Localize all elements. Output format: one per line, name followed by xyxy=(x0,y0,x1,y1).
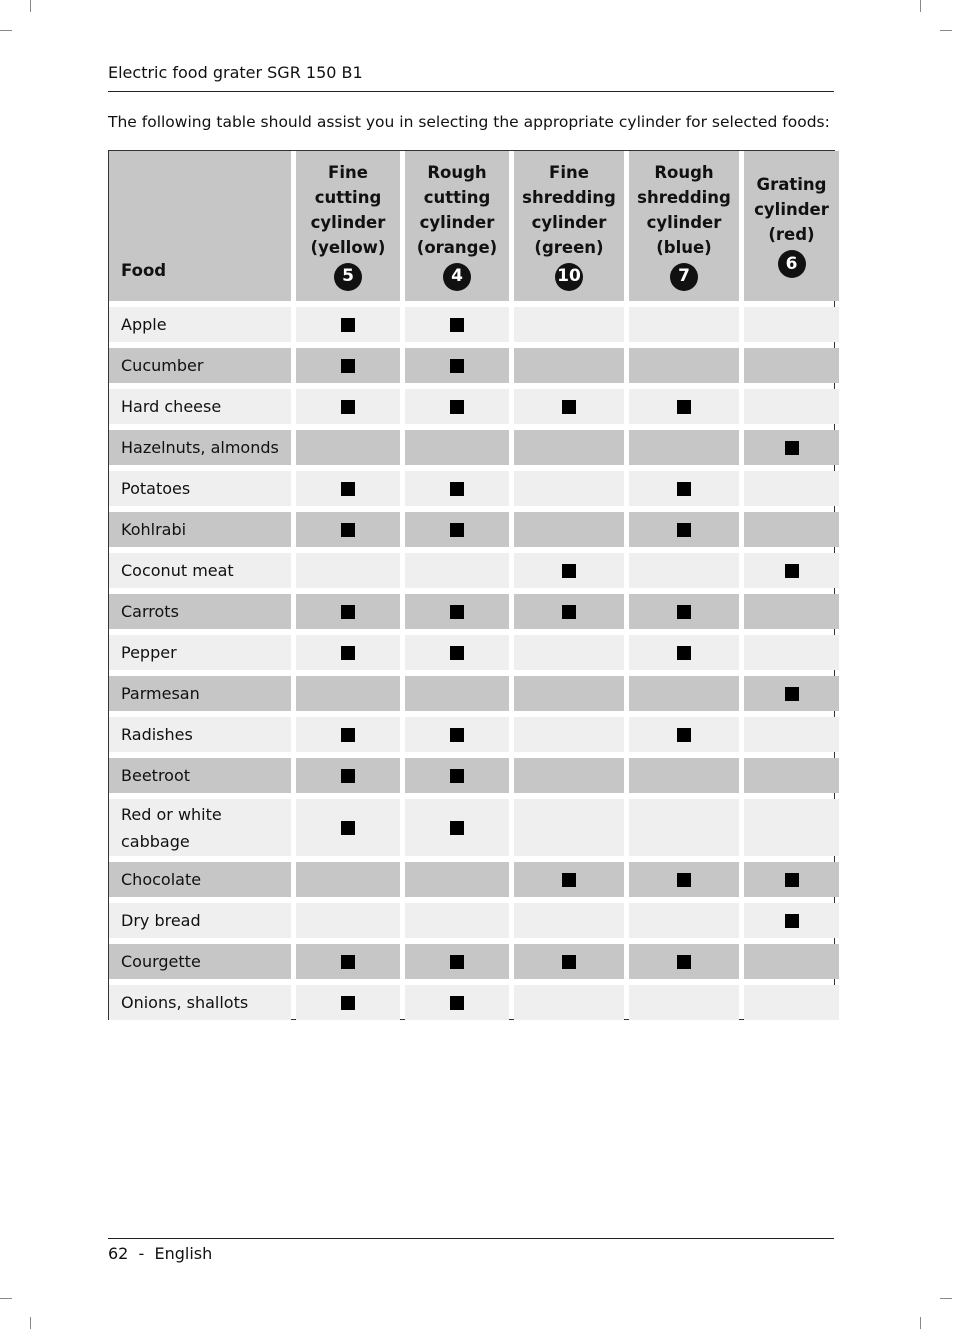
table-cell xyxy=(629,348,739,383)
table-cell xyxy=(514,717,624,752)
table-cell xyxy=(744,944,839,979)
cylinder-name xyxy=(417,160,497,260)
suitable-mark-icon xyxy=(450,769,464,783)
suitable-mark-icon xyxy=(677,728,691,742)
table-cell xyxy=(629,553,739,588)
cylinder-number-badge: 4 xyxy=(443,263,471,291)
suitable-mark-icon xyxy=(341,359,355,373)
food-name-cell: Beetroot xyxy=(109,758,291,793)
suitable-mark-icon xyxy=(341,400,355,414)
suitable-mark-icon xyxy=(785,687,799,701)
table-cell xyxy=(405,985,509,1020)
cylinder-name xyxy=(311,160,386,260)
table-cell xyxy=(629,758,739,793)
crop-mark xyxy=(940,30,952,31)
suitable-mark-icon xyxy=(450,955,464,969)
table-cell xyxy=(514,758,624,793)
header-divider xyxy=(108,91,834,92)
table-cell xyxy=(744,471,839,506)
cylinder-number-badge: 6 xyxy=(778,250,806,278)
cylinder-name-line: Rough xyxy=(654,162,714,182)
food-name-cell: Pepper xyxy=(109,635,291,670)
table-cell xyxy=(296,471,400,506)
suitable-mark-icon xyxy=(341,605,355,619)
cylinder-name-line: Rough xyxy=(427,162,487,182)
suitable-mark-icon xyxy=(677,605,691,619)
cylinder-name-line: cylinder xyxy=(531,212,607,232)
suitable-mark-icon xyxy=(341,646,355,660)
table-cell xyxy=(629,717,739,752)
food-name-cell: Chocolate xyxy=(109,862,291,897)
intro-text: The following table should assist you in selecting the appropriate cylinder for selected foods: xyxy=(108,113,830,131)
cylinder-name xyxy=(637,160,731,260)
suitable-mark-icon xyxy=(450,359,464,373)
table-cell xyxy=(296,430,400,465)
footer-separator: - xyxy=(138,1244,145,1263)
cylinder-name-line: cutting xyxy=(423,187,491,207)
table-cell xyxy=(629,512,739,547)
table-cell xyxy=(514,635,624,670)
table-cell xyxy=(296,676,400,711)
table-cell xyxy=(296,862,400,897)
table-cell xyxy=(296,758,400,793)
table-cell xyxy=(744,430,839,465)
page-number: 62 xyxy=(108,1244,129,1263)
table-cell xyxy=(514,430,624,465)
table-cell xyxy=(744,758,839,793)
table-cell xyxy=(629,944,739,979)
cylinder-column-header xyxy=(629,151,739,301)
cylinder-name-line: (orange) xyxy=(416,237,498,257)
cylinder-name-line: (green) xyxy=(534,237,604,257)
suitable-mark-icon xyxy=(450,523,464,537)
suitable-mark-icon xyxy=(450,996,464,1010)
suitable-mark-icon xyxy=(341,523,355,537)
table-cell xyxy=(296,717,400,752)
crop-mark xyxy=(30,1317,31,1329)
table-cell xyxy=(744,348,839,383)
food-column-header: Food xyxy=(109,151,291,301)
food-name-cell: Onions, shallots xyxy=(109,985,291,1020)
suitable-mark-icon xyxy=(785,873,799,887)
table-cell xyxy=(296,594,400,629)
table-cell xyxy=(629,635,739,670)
table-cell xyxy=(405,348,509,383)
table-cell xyxy=(744,389,839,424)
suitable-mark-icon xyxy=(450,728,464,742)
table-cell xyxy=(744,717,839,752)
cylinder-column-header xyxy=(405,151,509,301)
table-cell xyxy=(405,594,509,629)
footer-divider xyxy=(108,1238,834,1239)
food-name-cell: Dry bread xyxy=(109,903,291,938)
crop-mark xyxy=(0,30,12,31)
table-cell xyxy=(514,553,624,588)
suitable-mark-icon xyxy=(562,400,576,414)
food-name-cell: Potatoes xyxy=(109,471,291,506)
table-cell xyxy=(744,799,839,856)
table-cell xyxy=(514,799,624,856)
table-cell xyxy=(744,307,839,342)
food-name-cell: Radishes xyxy=(109,717,291,752)
table-cell xyxy=(744,512,839,547)
suitable-mark-icon xyxy=(450,318,464,332)
suitable-mark-icon xyxy=(785,441,799,455)
table-cell xyxy=(629,985,739,1020)
cylinder-name xyxy=(754,172,829,247)
suitable-mark-icon xyxy=(785,564,799,578)
suitable-mark-icon xyxy=(341,821,355,835)
table-cell xyxy=(296,389,400,424)
table-cell xyxy=(514,307,624,342)
table-cell xyxy=(744,862,839,897)
suitable-mark-icon xyxy=(562,605,576,619)
cylinder-number-badge: 5 xyxy=(334,263,362,291)
cylinder-number-badge: 10 xyxy=(555,263,583,291)
table-cell xyxy=(296,512,400,547)
table-cell xyxy=(629,903,739,938)
suitable-mark-icon xyxy=(677,482,691,496)
table-cell xyxy=(744,553,839,588)
page-header-title: Electric food grater SGR 150 B1 xyxy=(108,63,363,82)
table-cell xyxy=(405,717,509,752)
crop-mark xyxy=(920,1317,921,1329)
page-footer xyxy=(108,1244,212,1264)
food-name-cell: Hard cheese xyxy=(109,389,291,424)
table-cell xyxy=(629,594,739,629)
table-cell xyxy=(296,553,400,588)
table-cell xyxy=(514,594,624,629)
suitable-mark-icon xyxy=(450,821,464,835)
table-cell xyxy=(744,676,839,711)
cylinder-name-line: (yellow) xyxy=(310,237,386,257)
cylinder-number-badge: 7 xyxy=(670,263,698,291)
cylinder-name-line: cylinder xyxy=(646,212,722,232)
crop-mark xyxy=(30,0,31,12)
suitable-mark-icon xyxy=(341,318,355,332)
table-cell xyxy=(629,430,739,465)
table-cell xyxy=(629,862,739,897)
suitable-mark-icon xyxy=(341,955,355,969)
cylinder-name-line: Grating xyxy=(756,175,827,194)
table-cell xyxy=(296,348,400,383)
food-name-cell: Red or white cabbage xyxy=(109,799,291,856)
table-cell xyxy=(744,903,839,938)
suitable-mark-icon xyxy=(677,955,691,969)
cylinder-name-line: (blue) xyxy=(656,237,712,257)
table-cell xyxy=(296,903,400,938)
suitable-mark-icon xyxy=(562,564,576,578)
table-cell xyxy=(514,348,624,383)
cylinder-name-line: cylinder xyxy=(310,212,386,232)
cylinder-name-line: cylinder xyxy=(419,212,495,232)
suitable-mark-icon xyxy=(677,523,691,537)
suitable-mark-icon xyxy=(341,482,355,496)
table-cell xyxy=(629,307,739,342)
cylinder-column-header xyxy=(296,151,400,301)
table-cell xyxy=(296,635,400,670)
table-cell xyxy=(405,389,509,424)
table-cell xyxy=(405,799,509,856)
food-name-cell: Courgette xyxy=(109,944,291,979)
crop-mark xyxy=(0,1298,12,1299)
table-cell xyxy=(405,758,509,793)
suitable-mark-icon xyxy=(450,482,464,496)
suitable-mark-icon xyxy=(562,955,576,969)
food-name-cell: Parmesan xyxy=(109,676,291,711)
cylinder-name-line: shredding xyxy=(637,187,731,207)
suitable-mark-icon xyxy=(677,400,691,414)
table-grid xyxy=(109,151,834,1020)
table-cell xyxy=(514,862,624,897)
cylinder-name-line: cutting xyxy=(314,187,382,207)
food-name-cell: Cucumber xyxy=(109,348,291,383)
footer-language: English xyxy=(154,1244,213,1263)
table-cell xyxy=(405,676,509,711)
table-cell xyxy=(405,307,509,342)
table-cell xyxy=(744,594,839,629)
table-cell xyxy=(405,944,509,979)
table-cell xyxy=(405,471,509,506)
table-cell xyxy=(405,635,509,670)
suitable-mark-icon xyxy=(341,728,355,742)
food-name-cell: Carrots xyxy=(109,594,291,629)
table-cell xyxy=(629,676,739,711)
table-cell xyxy=(514,512,624,547)
suitable-mark-icon xyxy=(677,646,691,660)
cylinder-selection-table xyxy=(108,150,835,1020)
table-cell xyxy=(629,471,739,506)
suitable-mark-icon xyxy=(341,769,355,783)
suitable-mark-icon xyxy=(785,914,799,928)
cylinder-name xyxy=(522,160,616,260)
crop-mark xyxy=(940,1298,952,1299)
table-cell xyxy=(514,389,624,424)
crop-mark xyxy=(920,0,921,12)
suitable-mark-icon xyxy=(450,646,464,660)
cylinder-name-line: shredding xyxy=(522,187,616,207)
table-cell xyxy=(405,862,509,897)
food-name-cell: Kohlrabi xyxy=(109,512,291,547)
table-cell xyxy=(405,903,509,938)
table-cell xyxy=(296,799,400,856)
table-cell xyxy=(514,471,624,506)
food-name-cell: Hazelnuts, almonds xyxy=(109,430,291,465)
food-name-cell: Coconut meat xyxy=(109,553,291,588)
table-cell xyxy=(296,307,400,342)
suitable-mark-icon xyxy=(677,873,691,887)
cylinder-column-header xyxy=(744,151,839,301)
table-cell xyxy=(514,903,624,938)
table-cell xyxy=(405,512,509,547)
table-cell xyxy=(514,985,624,1020)
suitable-mark-icon xyxy=(562,873,576,887)
cylinder-name-line: (red) xyxy=(768,225,815,244)
table-cell xyxy=(296,985,400,1020)
cylinder-name-line: cylinder xyxy=(754,200,829,219)
table-cell xyxy=(744,635,839,670)
cylinder-name-line: Fine xyxy=(328,162,368,182)
table-cell xyxy=(629,389,739,424)
cylinder-name-line: Fine xyxy=(549,162,589,182)
suitable-mark-icon xyxy=(450,605,464,619)
table-cell xyxy=(296,944,400,979)
table-cell xyxy=(405,553,509,588)
table-cell xyxy=(405,430,509,465)
cylinder-column-header xyxy=(514,151,624,301)
table-cell xyxy=(514,944,624,979)
table-cell xyxy=(514,676,624,711)
table-cell xyxy=(744,985,839,1020)
table-cell xyxy=(629,799,739,856)
suitable-mark-icon xyxy=(450,400,464,414)
food-name-cell: Apple xyxy=(109,307,291,342)
suitable-mark-icon xyxy=(341,996,355,1010)
